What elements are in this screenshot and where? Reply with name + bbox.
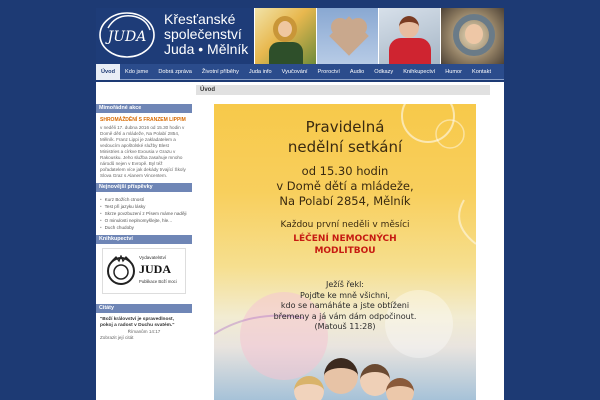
main-nav [96,64,504,80]
quote-more-link[interactable]: Zobrazit její citát [100,335,134,340]
site-title-line-1: Křesťanské [164,11,236,27]
nav-item-audio[interactable]: Audio [349,68,365,75]
widget-title-recent: Nejnovější příspěvky [96,183,192,192]
recent-post-link[interactable]: • Duch chudoby [100,224,188,231]
nav-item-knihkupectvi[interactable]: Knihkupectví [403,68,436,75]
event-text: v neděli 17. dubna 2016 od 15.30 hodin v Domě dětí a mládeže, Na Polabí 2854, Mělník. Franz Lippi je zakladatelem a vedoucím apoštolské služby Blest Ministries a církve Exousia v Grazu v Rakousku. Jeho služba zasahuje mnoho národů nejen v Evropě. Byl též pořadatelem více jak dekády trvající Školy Slova Graz s Alanem Vincentem. [100,125,186,178]
page-title: Úvod [196,85,490,95]
nav-item-zivotni-pribehy[interactable]: Životní příběhy [201,68,239,75]
poster-title-line-2: nedělní setkání [287,138,403,156]
bookstore-sub1: Vydavatelství [139,255,167,260]
nav-item-vyucovani[interactable]: Vyučování [281,68,308,75]
bookstore-banner[interactable] [102,248,186,294]
widget-title-events: Mimořádné akce [96,104,192,113]
nav-item-uvod[interactable]: Úvod [96,64,120,80]
header-photo-woman-autumn [254,8,316,64]
recent-post-link[interactable]: • O minulosti neplnomyšlejte, hle... [100,217,188,224]
poster-healing-line-1: LÉČENÍ NEMOCNÝCH [293,234,397,244]
nav-item-kdo-jsme[interactable]: Kdo jsme [124,68,149,75]
quote-text: "Boží království je spravedlnost, pokoj a radost v Duchu svatém." [100,317,175,328]
widget-events [96,104,192,179]
nav-item-humor[interactable]: Humor [445,68,463,75]
lion-icon [106,255,136,289]
poster-healing-line-2: MODLITBOU [314,246,376,256]
recent-post-link[interactable]: • Skrze povzbuzení z Písem máme naději [100,210,188,217]
site-title-line-2: společenství [164,26,242,42]
header-photo-strip [254,8,504,64]
event-heading-link[interactable]: SHROMÁŽDĚNÍ S FRANZEM LIPPIM [100,117,186,123]
poster-place-line-2: Na Polabí 2854, Mělník [279,194,411,208]
sidebar [96,82,192,400]
meeting-poster [214,104,476,400]
poster-place-line-1: v Domě dětí a mládeže, [276,179,414,193]
poster-time: od 15.30 hodin [301,164,389,178]
bookstore-brand: JUDA [139,262,171,276]
widget-quotes [96,304,192,341]
poster-quote-line-1: Ježíš řekl: [326,280,364,289]
nav-item-juda-info[interactable]: Juda info [248,68,272,75]
nav-item-odkazy[interactable]: Odkazy [374,68,394,75]
recent-posts-list [96,196,192,231]
recent-post-link[interactable]: • Test při jazyku lásky [100,203,188,210]
poster-quote-line-3: kdo se namáháte a jste obtíženi [280,301,410,310]
widget-bookstore [96,235,192,294]
widget-recent-posts [96,183,192,231]
juda-logo[interactable] [98,10,156,60]
bookstore-sub2: Publikace Boží moci [139,279,177,284]
poster-quote [214,280,476,333]
poster-quote-ref: (Matouš 11:28) [314,322,376,331]
recent-post-link[interactable]: • Kurz Božích ctností [100,196,188,203]
poster-quote-line-4: břemeny a já vám dám odpočinout. [273,311,417,321]
widget-title-bookstore: Knihkupectví [96,235,192,244]
site-title[interactable] [164,12,248,57]
nav-item-kontakt[interactable]: Kontakt [472,68,492,75]
widget-title-quotes: Citáty [96,304,192,313]
header-photo-child-tube [440,8,504,64]
header-photo-heart-hands [316,8,378,64]
poster-month-line: Každou první neděli v měsíci [280,220,410,230]
header-photo-woman-red [378,8,440,64]
logo-text: JUDA [107,29,147,45]
quote-source: Římanům 14:17 [127,329,161,334]
nav-item-proroctvi[interactable]: Proroctví [317,68,340,75]
nav-item-dobra-zprava[interactable]: Dobrá zpráva [158,68,192,75]
poster-title-line-1: Pravidelná [305,118,385,136]
poster-quote-line-2: Pojďte ke mně všichni, [300,290,390,300]
poster-family-photo [214,352,476,400]
site-title-line-3: Juda • Mělník [164,41,249,57]
